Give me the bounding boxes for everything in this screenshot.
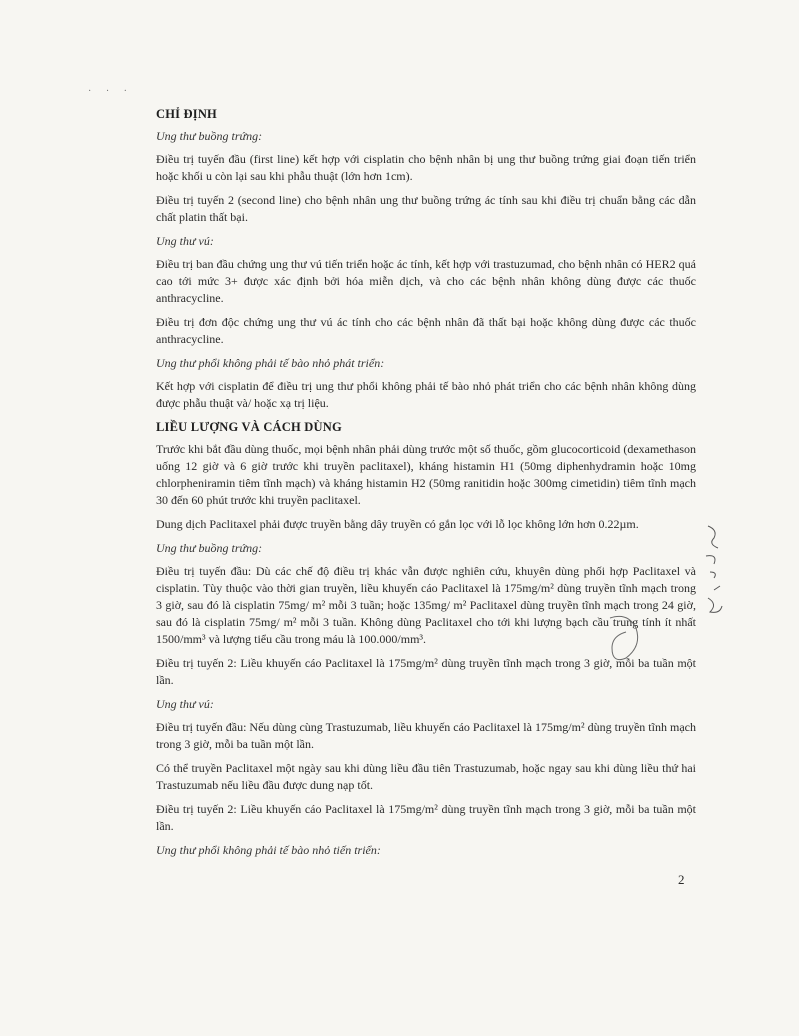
paragraph: Điều trị tuyến 2: Liều khuyến cáo Paclitaxel là 175mg/m² dùng truyền tĩnh mạch trong 3 giờ, mỗi ba tuần một lần. — [156, 656, 696, 687]
subheading: Ung thư vú: — [156, 234, 214, 248]
paragraph: Điều trị ban đầu chứng ung thư vú tiến triển hoặc ác tính, kết hợp với trastuzumad, cho bệnh nhân có HER2 quá cao tới mức 3+ được xác định bởi hóa miễn dịch, và cho các bệnh nhân không dùng được các thuốc anthracycline. — [156, 257, 696, 305]
subheading: Ung thư vú: — [156, 697, 214, 711]
scan-specks: · · · — [88, 86, 133, 97]
section-heading: LIỀU LƯỢNG VÀ CÁCH DÙNG — [156, 420, 342, 434]
subheading: Ung thư buồng trứng: — [156, 129, 263, 143]
subheading: Ung thư phổi không phải tế bào nhỏ tiến triển: — [156, 843, 381, 857]
paragraph: Điều trị tuyến 2: Liều khuyến cáo Paclitaxel là 175mg/m² dùng truyền tĩnh mạch trong 3 giờ, mỗi ba tuần một lần. — [156, 802, 696, 833]
section-heading: CHỈ ĐỊNH — [156, 107, 217, 121]
paragraph: Điều trị đơn độc chứng ung thư vú ác tính cho các bệnh nhân đã thất bại hoặc không dùng được các thuốc anthracycline. — [156, 315, 696, 346]
paragraph: Điều trị tuyến 2 (second line) cho bệnh nhân ung thư buồng trứng ác tính sau khi điều trị chuẩn bằng các dẫn chất platin thất bại. — [156, 193, 696, 224]
paragraph: Có thể truyền Paclitaxel một ngày sau khi dùng liều đầu tiên Trastuzumab, hoặc ngay sau khi dùng liều thứ hai Trastuzumab nếu liều đầu được dung nạp tốt. — [156, 761, 696, 792]
handwritten-signature — [700, 520, 740, 620]
paragraph: Điều trị tuyến đầu: Dù các chế độ điều trị khác vẫn được nghiên cứu, khuyên dùng phối hợp Paclitaxel và cisplatin. Tùy thuộc vào thời gian truyền, liều khuyến cáo Paclitaxel là 175mg/m² dùng truyền tĩnh mạch trong 3 giờ, sau đó là cisplatin 75mg/ m² mỗi 3 tuần; hoặc 135mg/ m² Paclitaxel dùng truyền tĩnh mạch trong 24 giờ, sau đó là cisplatin 75mg/ m² mỗi 3 tuần. Không dùng Paclitaxel cho tới khi lượng bạch cầu trung tính ít nhất 1500/mm³ và lượng tiểu cầu trong máu là 100.000/mm³. — [156, 564, 696, 646]
page-number: 2 — [678, 872, 685, 887]
paragraph: Trước khi bắt đầu dùng thuốc, mọi bệnh nhân phải dùng trước một số thuốc, gồm glucocorticoid (dexamethason uống 12 giờ và 6 giờ trước khi truyền paclitaxel), kháng histamin H1 (50mg diphenhydramin hoặc 10mg chlorpheniramin tiêm tĩnh mạch) và kháng histamin H2 (50mg ranitidin hoặc 300mg cimetidin) tiêm tĩnh mạch 30 đến 60 phút trước khi truyền paclitaxel. — [156, 442, 696, 507]
paragraph: Dung dịch Paclitaxel phải được truyền bằng dây truyền có gắn lọc với lỗ lọc không lớn hơn 0.22µm. — [156, 517, 639, 531]
paragraph: Kết hợp với cisplatin để điều trị ung thư phổi không phải tế bào nhỏ phát triển cho các bệnh nhân không dùng được phẫu thuật và/ hoặc xạ trị liệu. — [156, 379, 696, 410]
subheading: Ung thư buồng trứng: — [156, 541, 263, 555]
paragraph: Điều trị tuyến đầu: Nếu dùng cùng Trastuzumab, liều khuyến cáo Paclitaxel là 175mg/m² dùng truyền tĩnh mạch trong 3 giờ, mỗi ba tuần một lần. — [156, 720, 696, 751]
stamp-mark — [604, 610, 650, 670]
document-body — [156, 100, 696, 865]
subheading: Ung thư phổi không phải tế bào nhỏ phát triển: — [156, 356, 385, 370]
paragraph: Điều trị tuyến đầu (first line) kết hợp với cisplatin cho bệnh nhân bị ung thư buồng trứng giai đoạn tiến triển hoặc khối u còn lại sau khi phẫu thuật (lớn hơn 1cm). — [156, 152, 696, 183]
